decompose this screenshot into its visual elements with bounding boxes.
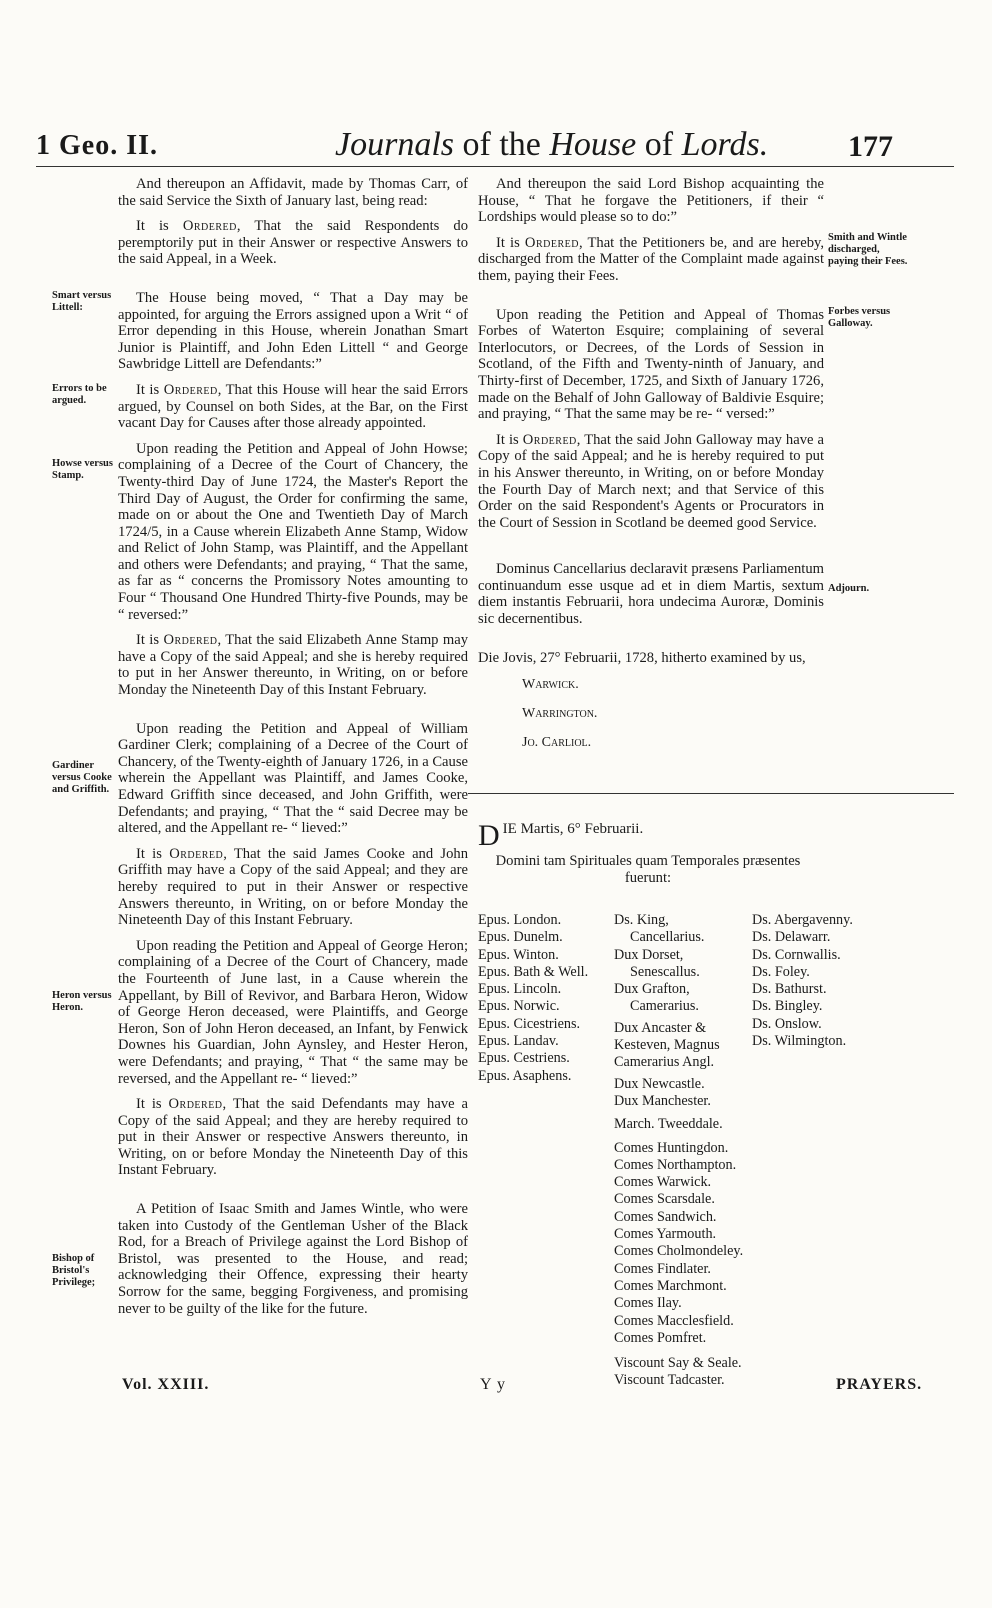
paragraph: It is Ordered, That the said Respondents do peremptorily put in their Answer or respective Answers to the said Appeal, in a Week. xyxy=(118,218,468,268)
list-item: Comes Findlater. xyxy=(614,1260,711,1277)
list-item: Ds. King, xyxy=(614,912,669,928)
paragraph: And thereupon an Affidavit, made by Thomas Carr, of the said Service the Sixth of January last, being read: xyxy=(118,176,468,209)
signature: Warwick. xyxy=(522,677,579,693)
margin-note-bristol: Bishop of Bristol's Privilege; xyxy=(52,1253,96,1288)
list-item: Epus. Asaphens. xyxy=(478,1067,572,1084)
paragraph: A Petition of Isaac Smith and James Wintle, who were taken into Custody of the Gentleman Usher of the Black Rod, for a Breach of Privilege against the Lord Bishop of Bristol, was presented to the House, and read; acknowledging their Offence, expressing their hearty Sorrow for the same, begging Forgiveness, and promising never to be guilty of the like for the future. xyxy=(118,1201,468,1317)
list-item: Ds. Abergavenny. xyxy=(752,912,853,928)
list-item: Camerarius. xyxy=(630,998,699,1015)
list-item: Comes Huntingdon. xyxy=(614,1139,729,1156)
paragraph: Upon reading the Petition and Appeal of John Howse; complaining of a Decree of the Court of Chancery, the Twenty-third Day of June 1724, the Master's Report the Third Day of August, the Order for confirming the same, made on or about the One and Twentieth Day of March 1724/5, in a Cause wherein Elizabeth Anne Stamp, Widow and Relict of John Stamp, was Plaintiff, and the Appellant and others were Defendants; and praying, “ That the same, as far as “ concerns the Promissory Notes amounting to Four “ Thousand One Hundred Thirty-five Pounds, may be “ reversed:” xyxy=(118,440,468,623)
list-item: Epus. Lincoln. xyxy=(478,981,562,998)
list-item: Senescallus. xyxy=(630,963,700,980)
list-item: Ds. Cornwallis. xyxy=(752,946,841,963)
list-item: Comes Pomfret. xyxy=(614,1329,707,1346)
paragraph: It is Ordered, That the said Elizabeth Anne Stamp may have a Copy of the said Appeal; and she is hereby required to put in her Answer thereunto, in Writing, on or before Monday the Nineteenth Day of this Instant February. xyxy=(118,632,468,699)
margin-note-smart: Smart versus Littell: xyxy=(52,290,112,313)
session-date: DIE Martis, 6° Februarii. xyxy=(478,819,644,852)
list-item: Epus. Landav. xyxy=(478,1033,559,1050)
list-item: Epus. Dunelm. xyxy=(478,929,563,946)
list-item: Viscount Tadcaster. xyxy=(614,1372,725,1389)
list-item: Dux Ancaster & Kesteven, Magnus Camerarius Angl. xyxy=(614,1019,720,1071)
adjournment-paragraph: Dominus Cancellarius declaravit præsens Parliamentum continuandum esse usque ad et in diem Martis, sextum diem instantis Februarii, hora undecima Auroræ, Dominis sic decernentibus. xyxy=(478,561,824,628)
list-item: Comes Marchmont. xyxy=(614,1277,727,1294)
list-item: Epus. London. xyxy=(478,912,562,928)
margin-note-adjourn: Adjourn. xyxy=(828,583,870,594)
running-title: Journals of the House of Lords. xyxy=(335,126,769,163)
list-item: Ds. Delawarr. xyxy=(752,929,831,946)
bishops-list xyxy=(478,912,588,1085)
signature: Warrington. xyxy=(522,706,598,722)
barons-list xyxy=(752,912,853,1050)
margin-note-heron: Heron versus Heron. xyxy=(52,990,112,1013)
list-item: Comes Sandwich. xyxy=(614,1208,717,1225)
paragraph: It is Ordered, That the said Defendants may have a Copy of the said Appeal; and they are hereby required to put in their Answer or respective Answers thereunto, in Writing, on or before Monday the Nineteenth Day of this Instant February. xyxy=(118,1096,468,1179)
list-item: Comes Macclesfield. xyxy=(614,1312,734,1329)
paragraph: It is Ordered, That this House will hear the said Errors argued, by Counsel on both Sides, at the Bar, on the First vacant Day for Causes after those already appointed. xyxy=(118,381,468,432)
left-column xyxy=(118,176,468,1326)
margin-note-forbes: Forbes versus Galloway. xyxy=(828,306,891,329)
list-item: Comes Ilay. xyxy=(614,1295,682,1312)
regnal-year: 1 Geo. II. xyxy=(36,130,158,161)
right-column xyxy=(478,176,824,762)
examined-note: Die Jovis, 27° Februarii, 1728, hitherto examined by us, xyxy=(478,649,806,666)
signature: Jo. Carliol. xyxy=(522,735,592,751)
margin-note-howse: Howse versus Stamp. xyxy=(52,458,113,481)
paragraph: It is Ordered, That the Petitioners be, and are hereby, discharged from the Matter of the Complaint made against them, paying their Fees. xyxy=(478,234,824,284)
list-item: March. Tweeddale. xyxy=(614,1116,723,1133)
margin-note-errors: Errors to be argued. xyxy=(52,383,107,406)
margin-note-gardiner: Gardiner versus Cooke and Griffith. xyxy=(52,760,112,795)
paragraph: It is Ordered, That the said John Galloway may have a Copy of the said Appeal; and he is hereby required to put in his Answer thereunto, in Writing, on or before Monday the Fourth Day of March next; and that Service of this Order on the said Respondent's Agents or Procurators in the Court of Session in Scotland be deemed good Service. xyxy=(478,431,824,531)
drop-cap: D xyxy=(478,819,500,852)
list-item: Dux Manchester. xyxy=(614,1092,711,1109)
header-rule xyxy=(36,166,954,167)
paragraph: And thereupon the said Lord Bishop acquainting the House, “ That he forgave the Petitioners, if their “ Lordships would please so to do:” xyxy=(478,176,824,226)
list-item: Epus. Cicestriens. xyxy=(478,1015,581,1032)
list-item: Epus. Cestriens. xyxy=(478,1050,570,1067)
paragraph: It is Ordered, That the said James Cooke and John Griffith may have a Copy of the said Appeal; and they are hereby required to put in their Answer or respective Answers thereunto, in Writing, on or before Monday the Nineteenth Day of this Instant February. xyxy=(118,845,468,929)
list-item: Ds. Bathurst. xyxy=(752,981,827,998)
list-item: Comes Yarmouth. xyxy=(614,1226,717,1243)
list-item: Dux Newcastle. xyxy=(614,1075,705,1092)
list-item: Comes Northampton. xyxy=(614,1156,737,1173)
paragraph: Upon reading the Petition and Appeal of William Gardiner Clerk; complaining of a Decree of the Court of Chancery, of the Twenty-eighth of January 1726, in a Cause wherein the Appellant was Plaintiff, and James Cooke, Edward Griffith since deceased, and John Griffith, were Defendants; and praying, “ That the “ said Decree may be altered, and the Appellant re- “ lieved:” xyxy=(118,720,468,837)
margin-note-smith: Smith and Wintle discharged, paying their Fees. xyxy=(828,232,908,267)
list-item: Ds. Onslow. xyxy=(752,1015,822,1032)
page-number: 177 xyxy=(848,130,893,163)
list-item: Dux Dorset, xyxy=(614,946,684,963)
section-rule xyxy=(468,793,954,794)
paragraph: Upon reading the Petition and Appeal of George Heron; complaining of a Decree of the Court of Chancery, made the Fourteenth of June last, in a Cause wherein the Appellant, by Bill of Revivor, and Barbara Heron, Widow of George Heron deceased, were Plaintiffs, and George Heron, Son of John Heron deceased, an Infant, by Fenwick Downes his Guardian, John Aynsley, and Hester Heron, were Defendants; and praying, “ That “ the same may be reversed, and the Appellant re- “ lieved:” xyxy=(118,937,468,1087)
paragraph: Upon reading the Petition and Appeal of Thomas Forbes of Waterton Esquire; complaining of several Interlocutors, or Decrees, of the Lords of Session in Scotland, of the Fifth and Twenty-ninth of January, and Thirty-first of December, 1725, and Sixth of January 1726, made on the Behalf of John Galloway of Baldivie Esquire; and praying, “ That the same may be re- “ versed:” xyxy=(478,306,824,423)
volume-label: Vol. XXIII. xyxy=(122,1376,210,1393)
list-item: Epus. Norwic. xyxy=(478,998,560,1015)
catchword: PRAYERS. xyxy=(836,1376,923,1393)
list-item: Comes Scarsdale. xyxy=(614,1191,715,1208)
lords-present-heading: Domini tam Spirituales quam Temporales præsentes fuerunt: xyxy=(495,853,801,886)
list-item: Comes Warwick. xyxy=(614,1174,712,1191)
list-item: Epus. Winton. xyxy=(478,946,559,963)
signature-mark: Y y xyxy=(480,1376,506,1393)
list-item: Ds. Bingley. xyxy=(752,998,823,1015)
paragraph: The House being moved, “ That a Day may be appointed, for arguing the Errors assigned upon a Writ “ of Error depending in this House, wherein Jonathan Smart Junior is Plaintiff, and John Eden Littell “ and George Sawbridge Littell are Defendants:” xyxy=(118,289,468,373)
list-item: Comes Cholmondeley. xyxy=(614,1243,744,1260)
list-item: Ds. Wilmington. xyxy=(752,1033,847,1050)
list-item: Ds. Foley. xyxy=(752,963,810,980)
list-item: Cancellarius. xyxy=(630,929,705,946)
list-item: Viscount Say & Seale. xyxy=(614,1355,742,1372)
list-item: Dux Grafton, xyxy=(614,981,690,998)
list-item: Epus. Bath & Well. xyxy=(478,963,589,980)
officers-list xyxy=(614,912,750,1390)
